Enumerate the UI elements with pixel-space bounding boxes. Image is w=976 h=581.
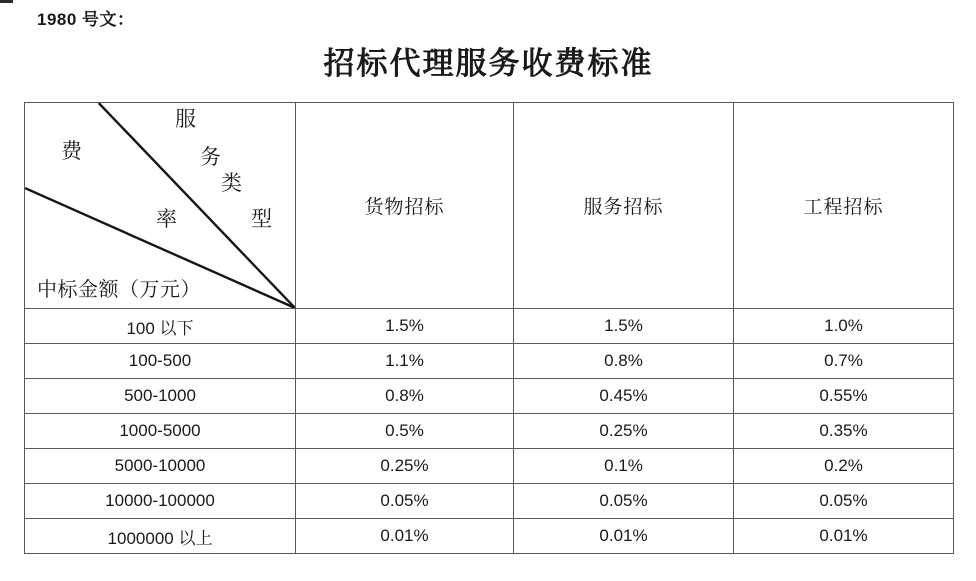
table-row xyxy=(25,449,954,484)
fee-standard-table xyxy=(24,102,954,554)
table-row xyxy=(25,309,954,344)
value-axis-char: 率 xyxy=(156,207,177,231)
row-label: 100 以下 xyxy=(25,309,296,344)
rate-value: 1.1% xyxy=(296,344,514,379)
column-header-goods: 货物招标 xyxy=(296,103,514,309)
rate-value: 0.05% xyxy=(734,484,954,519)
rate-value: 0.35% xyxy=(734,414,954,449)
rate-value: 1.0% xyxy=(734,309,954,344)
row-label: 1000-5000 xyxy=(25,414,296,449)
page-edge-artifact xyxy=(0,0,13,3)
rate-value: 0.5% xyxy=(296,414,514,449)
row-axis-label: 中标金额（万元） xyxy=(37,279,201,301)
rate-value: 0.7% xyxy=(734,344,954,379)
table-row xyxy=(25,519,954,554)
row-label: 5000-10000 xyxy=(25,449,296,484)
col-axis-char: 类 xyxy=(221,171,242,195)
col-axis-char: 型 xyxy=(251,207,272,231)
column-header-engineering: 工程招标 xyxy=(734,103,954,309)
rate-value: 0.05% xyxy=(514,484,734,519)
doc-reference-number: 1980 号文： xyxy=(37,10,135,29)
rate-value: 0.05% xyxy=(296,484,514,519)
page-title: 招标代理服务收费标准 xyxy=(323,46,654,81)
table-header-row xyxy=(25,103,954,309)
rate-value: 1.5% xyxy=(296,309,514,344)
table-row xyxy=(25,344,954,379)
column-header-services: 服务招标 xyxy=(514,103,734,309)
row-label: 500-1000 xyxy=(25,379,296,414)
table-row xyxy=(25,414,954,449)
row-label: 10000-100000 xyxy=(25,484,296,519)
table-row xyxy=(25,379,954,414)
rate-value: 0.01% xyxy=(514,519,734,554)
rate-value: 1.5% xyxy=(514,309,734,344)
diagonal-header-cell xyxy=(25,103,296,309)
rate-value: 0.55% xyxy=(734,379,954,414)
rate-value: 0.01% xyxy=(296,519,514,554)
rate-value: 0.25% xyxy=(296,449,514,484)
rate-value: 0.1% xyxy=(514,449,734,484)
rate-value: 0.8% xyxy=(296,379,514,414)
row-label: 100-500 xyxy=(25,344,296,379)
rate-value: 0.45% xyxy=(514,379,734,414)
col-axis-char: 务 xyxy=(200,145,221,169)
rate-value: 0.25% xyxy=(514,414,734,449)
row-label: 1000000 以上 xyxy=(25,519,296,554)
value-axis-char: 费 xyxy=(61,139,82,163)
col-axis-char: 服 xyxy=(175,107,196,131)
rate-value: 0.8% xyxy=(514,344,734,379)
rate-value: 0.01% xyxy=(734,519,954,554)
table-row xyxy=(25,484,954,519)
rate-value: 0.2% xyxy=(734,449,954,484)
